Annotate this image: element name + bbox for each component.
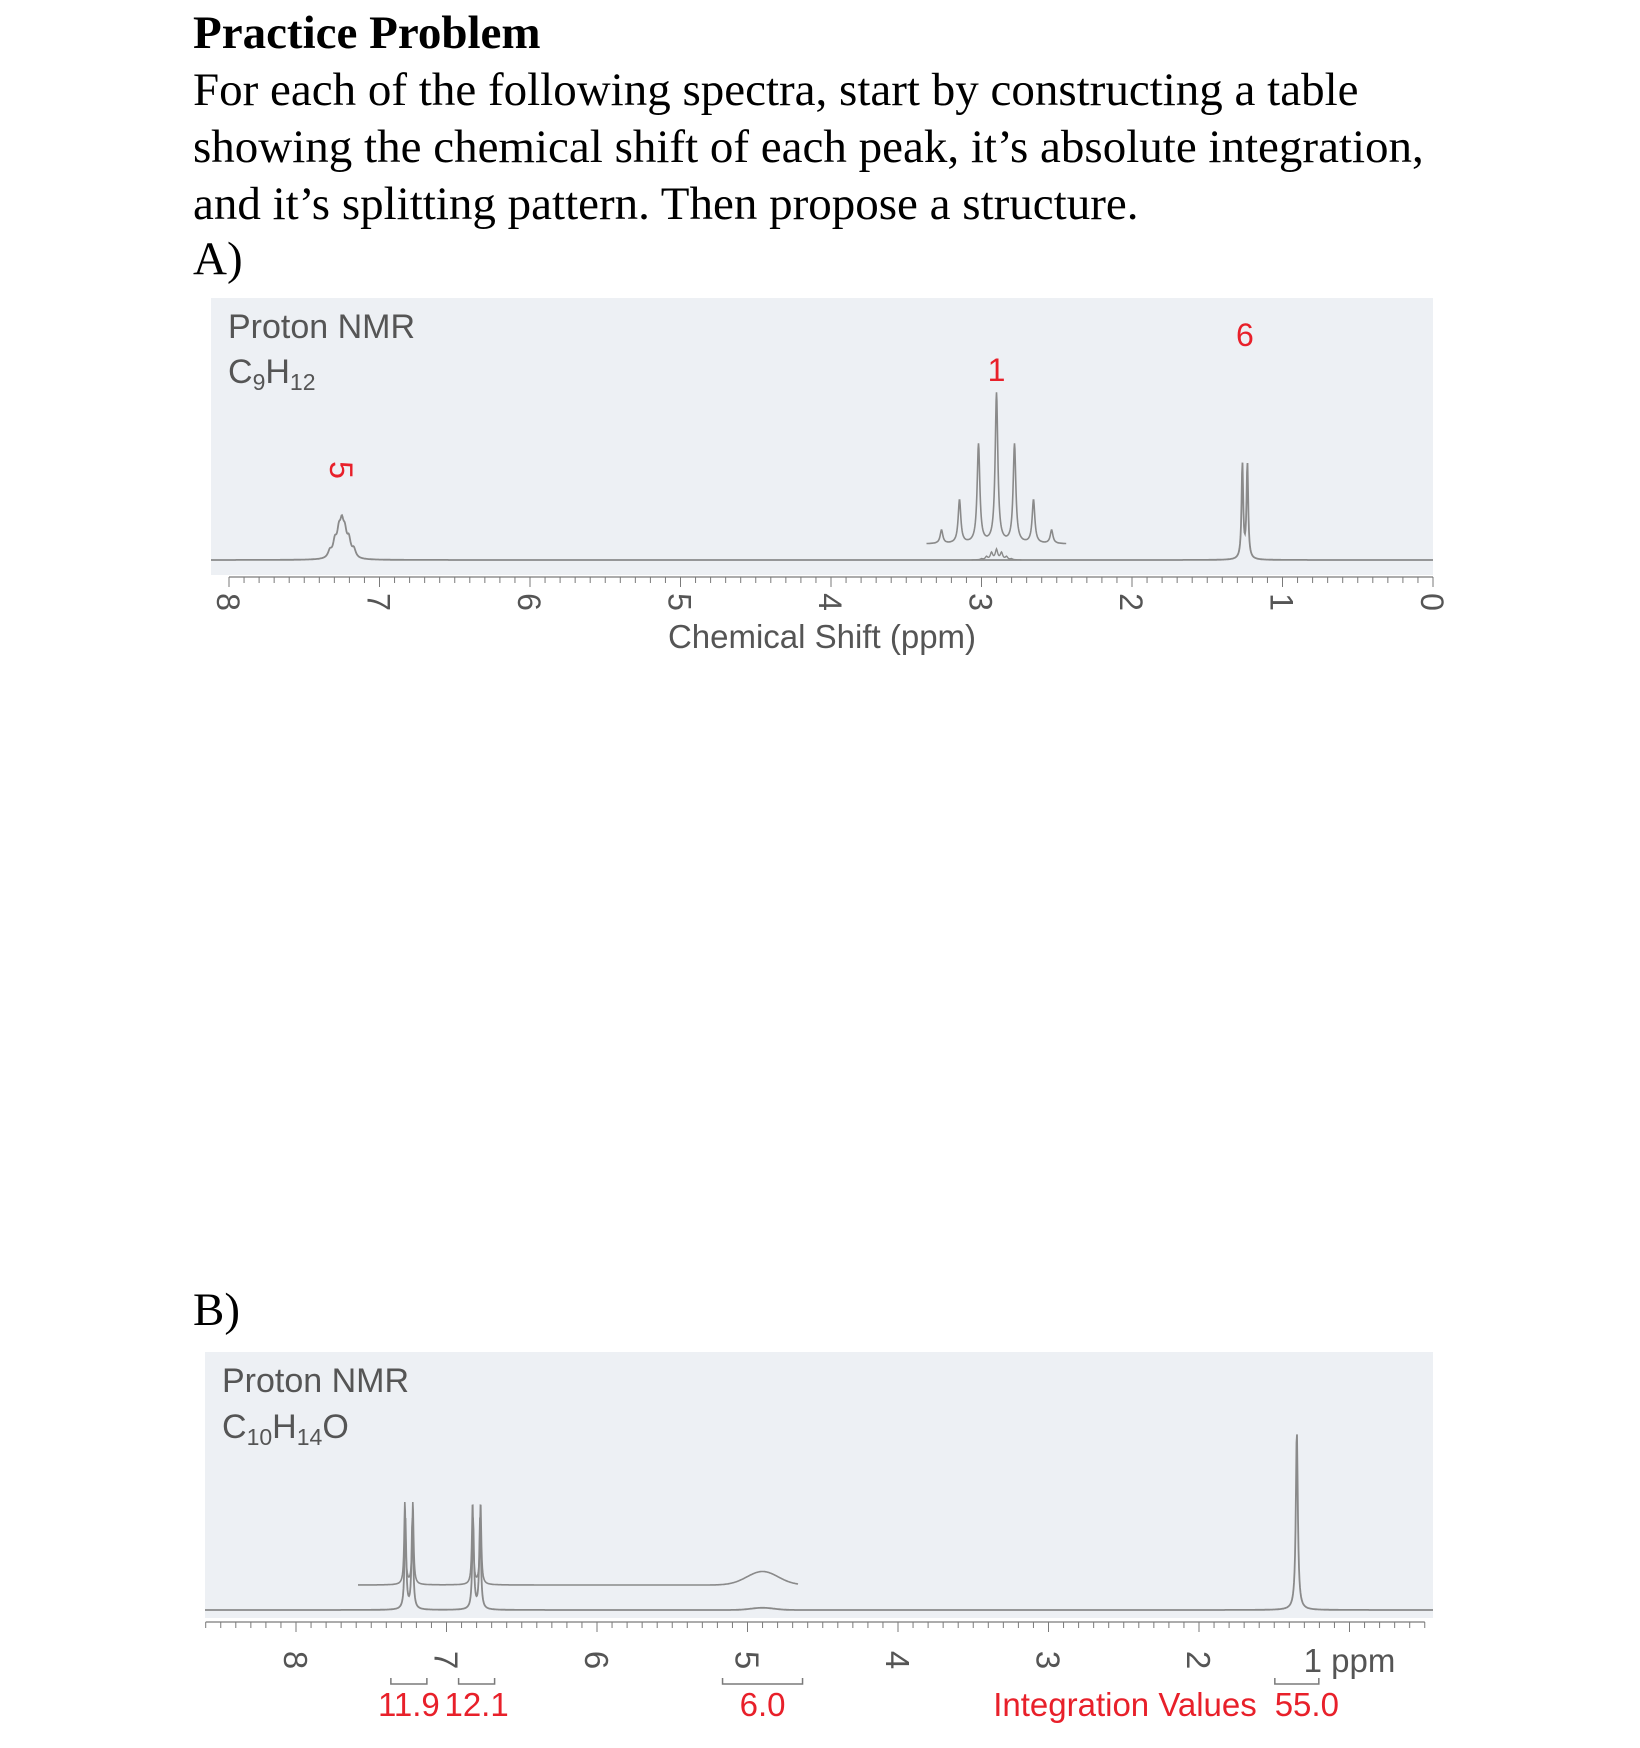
x-tick-label: 8 — [210, 593, 246, 611]
spectrum-a-title: Proton NMR — [228, 308, 416, 346]
x-tick-label: 2 — [1113, 593, 1149, 611]
formula-a-h: H — [265, 353, 290, 391]
formula-b-o: O — [322, 1408, 349, 1446]
formula-a-c: C — [228, 353, 253, 391]
problem-title: Practice Problem — [193, 7, 541, 59]
x-tick-label: 1 ppm — [1303, 1642, 1396, 1679]
integration-bracket — [723, 1678, 803, 1684]
formula-b-h: H — [272, 1408, 297, 1446]
spectrum-b-formula — [222, 1408, 349, 1450]
part-a-label: A) — [193, 233, 243, 285]
formula-a-h-count: 12 — [289, 369, 316, 395]
x-tick-label: 4 — [879, 1650, 916, 1670]
x-tick-label: 8 — [277, 1650, 314, 1670]
peak-integration-label: 5 — [322, 461, 359, 479]
x-tick-label: 1 — [1263, 593, 1300, 611]
x-tick-label: 6 — [511, 593, 547, 611]
peak-integration-label: 1 — [987, 352, 1006, 388]
x-tick-label: 3 — [962, 593, 999, 611]
integration-value: 11.9 — [377, 1686, 440, 1723]
formula-b-h-count: 14 — [296, 1424, 323, 1450]
x-tick-label: 4 — [812, 593, 848, 611]
x-tick-label: 5 — [728, 1650, 766, 1670]
spectrum-a-x-label: Chemical Shift (ppm) — [667, 618, 977, 655]
x-tick-label: 6 — [578, 1650, 615, 1670]
x-tick-label: 5 — [661, 593, 698, 611]
peak-integration-label: 6 — [1235, 317, 1254, 353]
x-tick-label: 2 — [1180, 1650, 1217, 1670]
integration-value: 55.0 — [1274, 1686, 1339, 1723]
formula-a-c-count: 9 — [252, 369, 266, 395]
integration-bracket — [391, 1678, 427, 1684]
formula-b-c: C — [222, 1408, 247, 1446]
x-axis-group — [206, 1622, 1425, 1679]
integration-bracket — [459, 1678, 495, 1684]
x-tick-label: 0 — [1414, 593, 1450, 611]
part-b-label: B) — [193, 1284, 240, 1336]
formula-b-c-count: 10 — [246, 1424, 273, 1450]
integration-value: 12.1 — [444, 1686, 509, 1723]
problem-prompt: For each of the following spectra, start by constructing a table showing the chemical shift of each peak, it’s absolute integration, and it’s splitting pattern. Then propose a structure. — [193, 64, 1424, 230]
spectrum-b-x-axis — [206, 1622, 1425, 1679]
integration-value: 6.0 — [739, 1686, 786, 1723]
spectrum-b-title: Proton NMR — [222, 1362, 410, 1400]
integration-caption: Integration Values — [993, 1686, 1257, 1723]
x-tick-label: 7 — [360, 593, 397, 611]
x-tick-label: 7 — [427, 1650, 465, 1670]
x-tick-label: 3 — [1029, 1650, 1067, 1670]
